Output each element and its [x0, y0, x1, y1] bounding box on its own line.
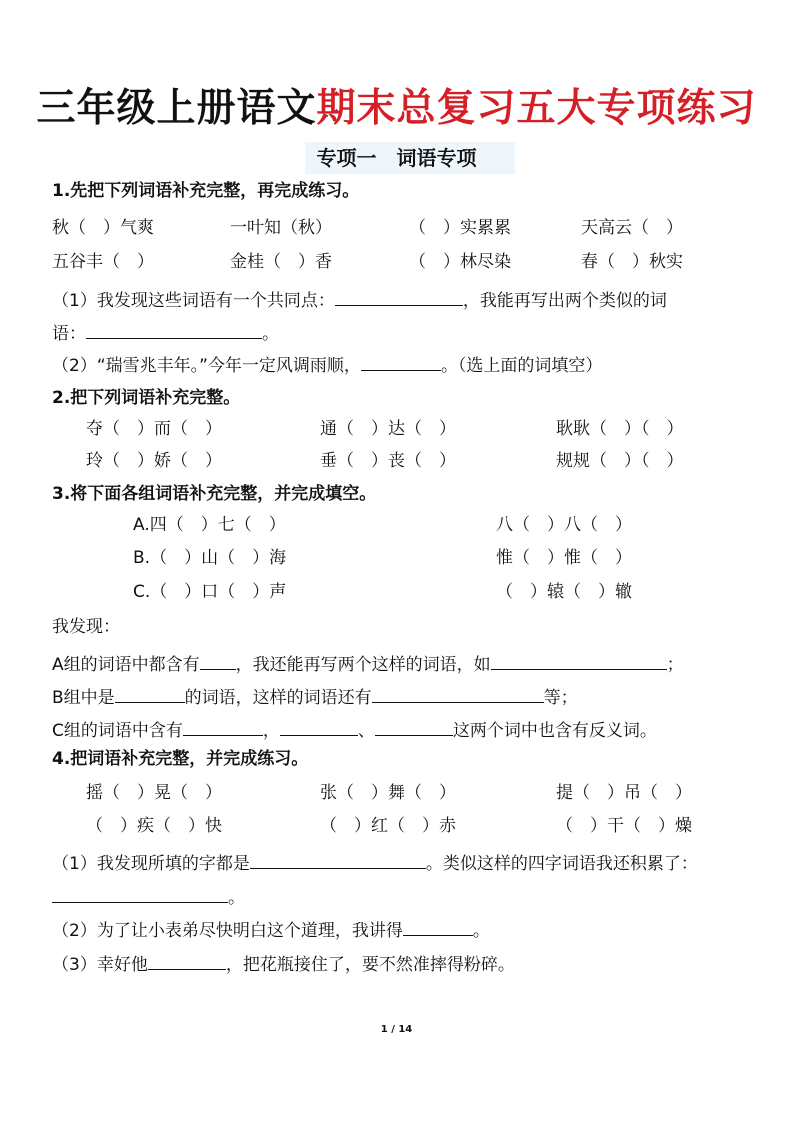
page-number: 1 / 14 [380, 1024, 413, 1035]
q3-heading: 3.将下面各组词语补充完整，并完成填空。 [52, 484, 377, 504]
q1-part1-line: （1）我发现这些词语有一个共同点： ，我能再写出两个类似的词 [52, 285, 667, 314]
answer-blank[interactable] [200, 649, 236, 670]
answer-blank[interactable] [280, 715, 358, 736]
q2-heading: 2.把下列词语补充完整。 [52, 388, 241, 408]
page-title [0, 84, 793, 134]
q1-heading: 1.先把下列词语补充完整，再完成练习。 [52, 181, 360, 201]
answer-blank[interactable] [335, 285, 463, 306]
q2-word: 垂（ ）丧（ ） [320, 451, 456, 471]
title-black: 三年级上册语文 [36, 86, 317, 131]
q1-part1-line2: 语： 。 [52, 318, 279, 347]
q3-word: C.（ ）口（ ）声 [133, 582, 287, 602]
q1-word: 天高云（ ） [581, 218, 683, 238]
q3-word: 八（ ）八（ ） [496, 515, 632, 535]
q2-word: 玲（ ）娇（ ） [86, 451, 222, 471]
q3-word: 惟（ ）惟（ ） [496, 548, 632, 568]
answer-blank[interactable] [52, 882, 228, 903]
q1-word: 金桂（ ）香 [230, 252, 332, 272]
answer-blank[interactable] [372, 682, 544, 703]
section-subtitle: 专项一 词语专项 [316, 146, 477, 170]
q3-line-c: C组的词语中含有 ， 、 这两个词中也含有反义词。 [52, 715, 657, 744]
q1-part2-line: （2）“瑞雪兆丰年。”今年一定风调雨顺， 。（选上面的词填空） [52, 350, 602, 379]
q3-discover: 我发现： [52, 617, 120, 637]
q3-word: （ ）辕（ ）辙 [496, 582, 632, 602]
q2-word: 夺（ ）而（ ） [86, 419, 222, 439]
q2-word: 通（ ）达（ ） [320, 419, 456, 439]
answer-blank[interactable] [115, 682, 185, 703]
q4-word: 提（ ）吊（ ） [556, 783, 692, 803]
q4-word: 摇（ ）晃（ ） [86, 783, 222, 803]
q4-word: （ ）疾（ ）快 [86, 816, 222, 836]
q2-word: 规规（ ）（ ） [556, 451, 684, 471]
answer-blank[interactable] [250, 848, 426, 869]
q1-word: 秋（ ）气爽 [52, 218, 154, 238]
answer-blank[interactable] [491, 649, 667, 670]
q3-line-a: A组的词语中都含有 ，我还能再写两个这样的词语，如 ； [52, 649, 684, 678]
q1-word: 一叶知（秋） [230, 218, 332, 238]
q4-part2-line: （2）为了让小表弟尽快明白这个道理，我讲得 。 [52, 915, 490, 944]
q4-part1-line: （1）我发现所填的字都是 。类似这样的四字词语我还积累了： [52, 848, 698, 877]
q4-part1-line2: 。 [52, 882, 245, 911]
q2-word: 耿耿（ ）（ ） [556, 419, 684, 439]
answer-blank[interactable] [86, 318, 262, 339]
answer-blank[interactable] [148, 949, 226, 970]
q3-line-b: B组中是 的词语，这样的词语还有 等； [52, 682, 578, 711]
q4-word: （ ）干（ ）燥 [556, 816, 692, 836]
q4-word: 张（ ）舞（ ） [320, 783, 456, 803]
answer-blank[interactable] [183, 715, 263, 736]
q1-word: （ ）林尽染 [409, 252, 511, 272]
q3-word: B.（ ）山（ ）海 [133, 548, 287, 568]
q4-word: （ ）红（ ）赤 [320, 816, 456, 836]
q4-heading: 4.把词语补充完整，并完成练习。 [52, 749, 309, 769]
q1-word: （ ）实累累 [409, 218, 511, 238]
answer-blank[interactable] [403, 915, 473, 936]
q4-part3-line: （3）幸好他 ，把花瓶接住了，要不然准摔得粉碎。 [52, 949, 515, 978]
answer-blank[interactable] [375, 715, 453, 736]
answer-blank[interactable] [361, 350, 441, 371]
q1-word: 五谷丰（ ） [52, 252, 154, 272]
q3-word: A.四（ ）七（ ） [133, 515, 286, 535]
title-red: 期末总复习五大专项练习 [316, 86, 757, 131]
q1-word: 春（ ）秋实 [581, 252, 683, 272]
